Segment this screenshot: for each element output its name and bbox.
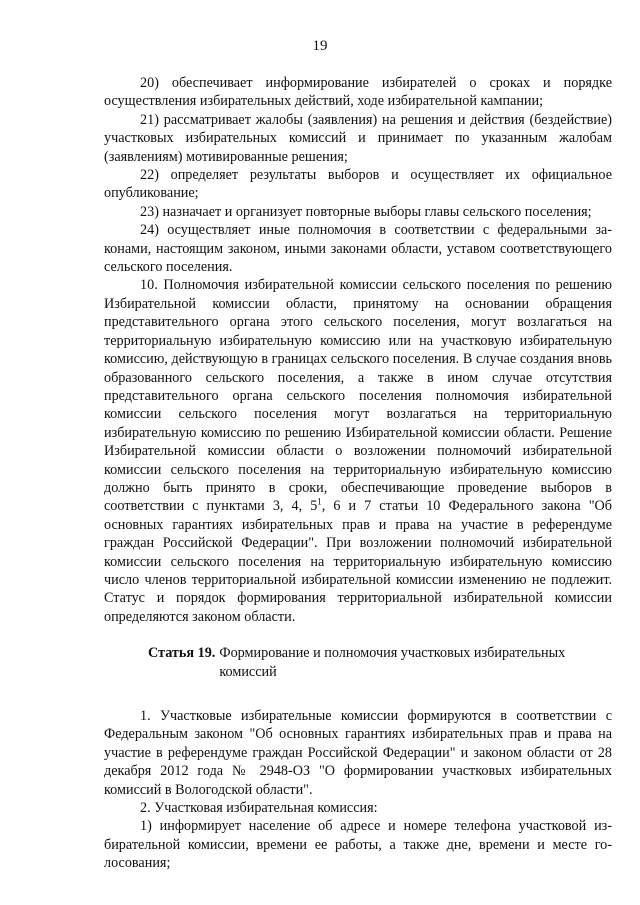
- article-19-item-1: 1. Участковые избирательные комиссии формируются в соответствии с Федеральным законом "Об основных гарантиях избирательных прав и права на участие в референдуме граждан Российской Федерации" и законом области от 28 декабря 2012 года № 2948-ОЗ "О формировании участковых избирательных комиссий в Вологодской области".: [104, 708, 612, 798]
- clause-20: 20) обеспечивает информирование избирателей о сроках и порядке осуществления избирательных действий, ходе избирательной кампании;: [104, 75, 612, 110]
- page-number: 19: [312, 38, 328, 54]
- document-body: [104, 74, 612, 873]
- article-19-subitem-1: 1) информирует население об адресе и номере телефона участковой избирательной комиссии, времени ее работы, а также дне, времени и месте голосования;: [104, 818, 612, 872]
- clause-21: 21) рассматривает жалобы (заявления) на решения и действия (бездействие) участковых избирательных комиссий и принимает по указанным жалобам (заявлениям) мотивированные решения;: [104, 111, 612, 165]
- superscript: 1: [317, 496, 322, 507]
- paragraph-10: [104, 276, 612, 626]
- clause-24: 24) осуществляет иные полномочия в соответствии с федеральными законами, настоящим законом, иными законами области, уставом соответствующего сельского поселения.: [104, 222, 612, 276]
- article-heading: [104, 644, 612, 681]
- article-number: Статья 19.: [148, 645, 216, 662]
- clause-22: 22) определяет результаты выборов и осуществляет их официальное опубликование;: [104, 167, 612, 202]
- article-title: Формирование и полномочия участковых избирательных комиссий: [219, 645, 566, 680]
- paragraph-10-part1: 10. Полномочия избирательной комиссии сельского поселения по решению Избирательной комиссии области, принятому на основании обращения представительного органа этого сельского поселения, могут возлагаться на территориальную избирательную комиссию или на участковую избирательную комиссию, действующую в границах сельского поселения. В случае создания вновь образованного сельского поселения, а также в ином случае отсутствия представительного органа сельского поселения полномочия избирательной комиссии сельского поселения могут возлагаться на территориальную избирательную комиссию по решению Избирательной комиссии области. Решение Избирательной комиссии области о возложении полномочий избирательной комиссии сельского поселения на территориальную избирательную комиссию должно быть принято в сроки, обеспечивающие проведение выборов в соответствии с пунктами 3, 4, 5: [104, 277, 612, 515]
- paragraph-10-part2: , 6 и 7 статьи 10 Федерального закона "Об основных гарантиях избирательных прав и права на участие в референдуме граждан Российской Федерации". При возложении полномочий избирательной комиссии сельского поселения на территориальную избирательную комиссию число членов территориальной избирательной комиссии изменению не подлежит. Статус и порядок формирования территориальной избирательной комиссии определяются законом области.: [104, 498, 612, 625]
- clause-23: 23) назначает и организует повторные выборы главы сельского поселения;: [140, 203, 592, 220]
- article-19-item-2: 2. Участковая избирательная комиссия:: [140, 800, 378, 817]
